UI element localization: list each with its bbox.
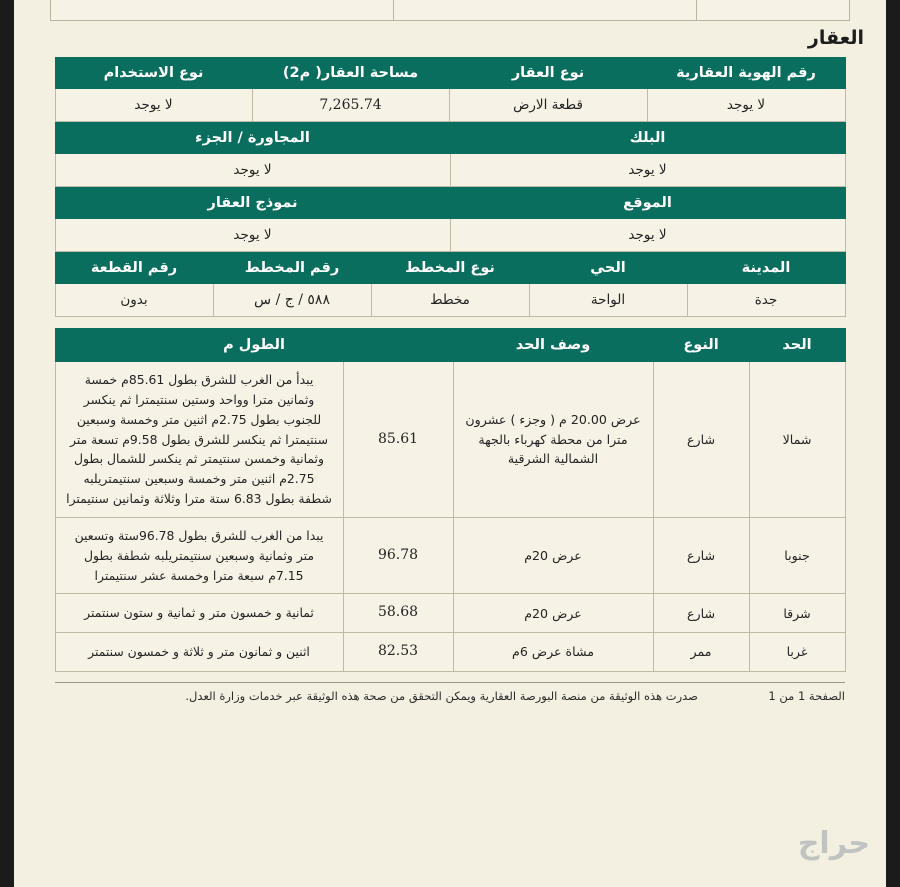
value-district: الواحة xyxy=(529,284,687,317)
boundary-long-desc: اثنين و ثمانون متر و ثلاثة و خمسون سنتمتر xyxy=(55,633,343,672)
watermark-text: حراج xyxy=(797,826,870,861)
column-header-property-model: نموذج العقار xyxy=(55,188,450,219)
boundary-length: 85.61 xyxy=(343,362,453,518)
clipped-top-table xyxy=(50,0,850,21)
watermark xyxy=(660,826,870,878)
table-header-row xyxy=(55,253,845,284)
value-location: لا يوجد xyxy=(450,219,845,252)
table-row xyxy=(55,594,845,633)
clipped-cell xyxy=(394,0,697,21)
clipped-cell xyxy=(697,0,850,21)
column-header-property-type: نوع العقار xyxy=(449,58,647,89)
boundary-desc: عرض 20م xyxy=(453,594,653,633)
value-neighbor-part: لا يوجد xyxy=(55,154,450,187)
value-property-model: لا يوجد xyxy=(55,219,450,252)
table-row xyxy=(51,0,850,21)
boundary-type: ممر xyxy=(653,633,749,672)
boundary-desc: عرض 20.00 م ( وجزء ) عشرون مترا من محطة كهرباء بالجهة الشمالية الشرقية xyxy=(453,362,653,518)
boundary-type: شارع xyxy=(653,362,749,518)
table-row xyxy=(55,362,845,518)
table-header-row xyxy=(55,329,845,362)
value-realestate-id: لا يوجد xyxy=(647,89,845,122)
value-plan-number: ٥٨٨ / ج / س xyxy=(213,284,371,317)
boundary-desc: عرض 20م xyxy=(453,517,653,594)
scan-edge-right xyxy=(886,0,900,887)
document-sheet xyxy=(14,0,886,887)
boundary-length: 58.68 xyxy=(343,594,453,633)
column-header-district: الحي xyxy=(529,253,687,284)
boundary-long-desc: يبدأ من الغرب للشرق بطول 85.61م خمسة وثمانين مترا وواحد وستين سنتيمترا ثم ينكسر للجنوب بطول 2.75م اثنين متر وخمسة وسبعين سنتيمترا ثم ينكسر للشرق بطول 9.58م تسعة متر وثمانية وخمسن سنتيمتر ثم ينكسر للشمال بطول 2.75م اثنين متر وخمسة وسبعين سنتيمتريلبه شطفة بطول 6.83 ستة مترا وثلاثة وثمانين سنتيمترا xyxy=(55,362,343,518)
column-header-boundary-type: النوع xyxy=(653,329,749,362)
boundaries-table xyxy=(55,328,846,672)
boundary-length: 82.53 xyxy=(343,633,453,672)
table-row xyxy=(55,517,845,594)
value-city: جدة xyxy=(687,284,845,317)
boundary-long-desc: يبدا من الغرب للشرق بطول 96.78ستة وتسعين متر وثمانية وسبعين سنتيمتريلبه شطفة بطول 7.15م سبعة مترا وخمسة عشر سنتيمترا xyxy=(55,517,343,594)
document-footer xyxy=(55,682,845,703)
column-header-usage-type: نوع الاستخدام xyxy=(55,58,252,89)
table-row xyxy=(55,284,845,317)
table-header-row xyxy=(55,188,845,219)
column-header-plan-number: رقم المخطط xyxy=(213,253,371,284)
boundary-side: شرقا xyxy=(749,594,845,633)
footer-note: صدرت هذه الوثيقة من منصة البورصة العقارية ويمكن التحقق من صحة هذه الوثيقة عبر خدمات وزارة العدل. xyxy=(185,688,698,703)
column-header-boundary-desc: وصف الحد xyxy=(453,329,653,362)
boundary-side: جنوبا xyxy=(749,517,845,594)
boundary-long-desc: ثمانية و خمسون متر و ثمانية و ستون سنتمتر xyxy=(55,594,343,633)
column-header-location: الموقع xyxy=(450,188,845,219)
column-header-plan-type: نوع المخطط xyxy=(371,253,529,284)
table-row xyxy=(55,219,845,252)
column-header-neighbor-part: المجاورة / الجزء xyxy=(55,123,450,154)
column-header-block: البلك xyxy=(450,123,845,154)
property-table xyxy=(55,57,846,122)
boundary-side: شمالا xyxy=(749,362,845,518)
column-header-realestate-id: رقم الهوية العقارية xyxy=(647,58,845,89)
value-parcel-number: بدون xyxy=(55,284,213,317)
plan-table xyxy=(55,252,846,317)
page-title: العقار xyxy=(807,27,864,49)
table-header-row xyxy=(55,123,845,154)
boundary-desc: مشاة عرض 6م xyxy=(453,633,653,672)
value-property-area: 7,265.74 xyxy=(252,89,449,122)
location-table xyxy=(55,187,846,252)
table-row xyxy=(55,633,845,672)
scan-edge-left xyxy=(0,0,14,887)
table-row xyxy=(55,89,845,122)
value-plan-type: مخطط xyxy=(371,284,529,317)
value-usage-type: لا يوجد xyxy=(55,89,252,122)
value-property-type: قطعة الارض xyxy=(449,89,647,122)
column-header-property-area: مساحة العقار( م2) xyxy=(252,58,449,89)
table-header-row xyxy=(55,58,845,89)
column-header-city: المدينة xyxy=(687,253,845,284)
table-gap xyxy=(32,317,868,328)
value-block: لا يوجد xyxy=(450,154,845,187)
column-header-boundary: الحد xyxy=(749,329,845,362)
table-row xyxy=(55,154,845,187)
column-header-parcel-number: رقم القطعة xyxy=(55,253,213,284)
block-table xyxy=(55,122,846,187)
page-number: الصفحة 1 من 1 xyxy=(768,688,845,703)
boundary-length: 96.78 xyxy=(343,517,453,594)
boundary-type: شارع xyxy=(653,594,749,633)
clipped-cell xyxy=(51,0,394,21)
column-header-boundary-length: الطول م xyxy=(55,329,453,362)
boundary-side: غربا xyxy=(749,633,845,672)
boundary-type: شارع xyxy=(653,517,749,594)
